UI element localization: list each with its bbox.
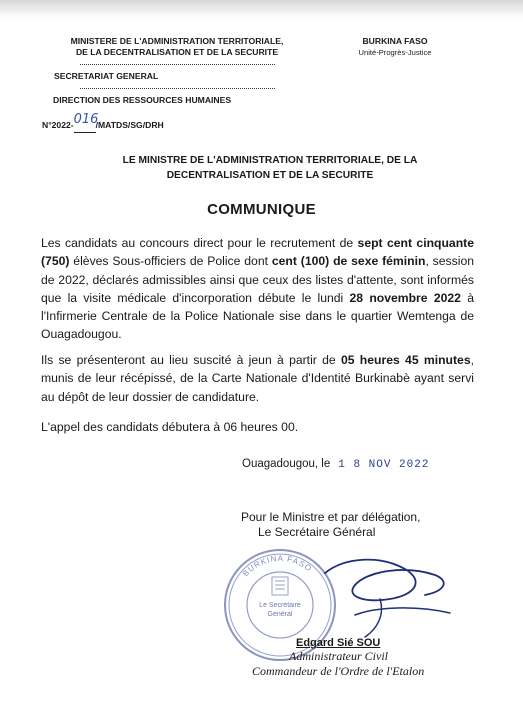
p1-bold-date: 28 novembre 2022 [349,290,461,305]
date-line [242,458,429,471]
p2-bold-time: 05 heures 45 minutes [340,353,471,367]
delegation-line-1: Pour le Ministre et par délégation, [241,510,421,524]
paragraph-1 [41,234,474,344]
p1-bold-female: cent (100) de sexe féminin [271,254,426,269]
delegation-line-2: Le Secrétaire Général [258,525,376,539]
header-divider [80,64,275,65]
reference-blank [73,112,99,133]
header-divider [80,88,275,89]
signatory-name: Edgard Sié SOU [296,637,381,649]
signatory-title-2: Commandeur de l'Ordre de l'Etalon [252,664,425,678]
seal-center-line-2: Général [267,611,293,618]
minister-title-line-1: LE MINISTRE DE L'ADMINISTRATION TERRITORIALE, DE LA [122,155,418,166]
p1-bold-count: sept cent cinquante (750) [41,236,474,269]
date-place: Ouagadougou, le [242,458,331,470]
p1-text: élèves Sous-officiers de Police dont [69,254,272,269]
seal-center-line-1: Le Secrétaire [259,602,301,609]
reference-prefix: N°2022- [42,120,74,130]
scan-top-shadow [0,0,523,18]
ministry-header [42,36,312,106]
delegation-block [241,510,420,540]
document-heading: COMMUNIQUE [207,201,316,218]
handwritten-signature [285,555,465,650]
country-motto: Unité-Progrès-Justice [358,48,432,57]
minister-title-line-2: DECENTRALISATION ET DE LA SECURITE [166,170,374,181]
minister-title [80,153,460,183]
reference-number [42,112,164,133]
ministry-line-1: MINISTERE DE L'ADMINISTRATION TERRITORIALE, [70,36,284,46]
p2-text: Ils se présenteront au lieu suscité à jeun à partir de [41,353,341,367]
p1-text: à l'Infirmerie Centrale de la Police Nationale sise dans le quartier Wemtenga de Ouagadougou. [41,290,474,342]
reference-suffix: /MATDS/SG/DRH [95,120,164,130]
reference-handwritten-number: 016 [73,112,99,127]
signatory-titles [252,649,424,679]
direction-label: DIRECTION DES RESSOURCES HUMAINES [53,95,232,105]
p1-text: Les candidats au concours direct pour le recrutement de [41,236,358,250]
ministry-line-2: DE LA DECENTRALISATION ET DE LA SECURITE [75,47,279,57]
country-header [340,36,450,57]
p1-text: , session de 2022, déclarés admissibles ainsi que ceux des listes d'attente, sont informés que la visite médicale d'incorporation débute le lundi [41,254,474,305]
date-stamp: 1 8 NOV 2022 [338,459,430,471]
secretariat-label: SECRETARIAT GENERAL [54,71,159,81]
p2-text: , munis de leur récépissé, de la Carte Nationale d'Identité Burkinabè ayant servi au dépôt de leur dossier de candidature. [41,353,474,404]
signatory-title-1: Administrateur Civil [289,649,388,663]
paragraph-2 [41,351,474,406]
country-name: BURKINA FASO [362,36,428,46]
seal-ring-text: BURKINA FASO [240,553,314,579]
paragraph-3: L'appel des candidats débutera à 06 heures 00. [41,420,299,434]
